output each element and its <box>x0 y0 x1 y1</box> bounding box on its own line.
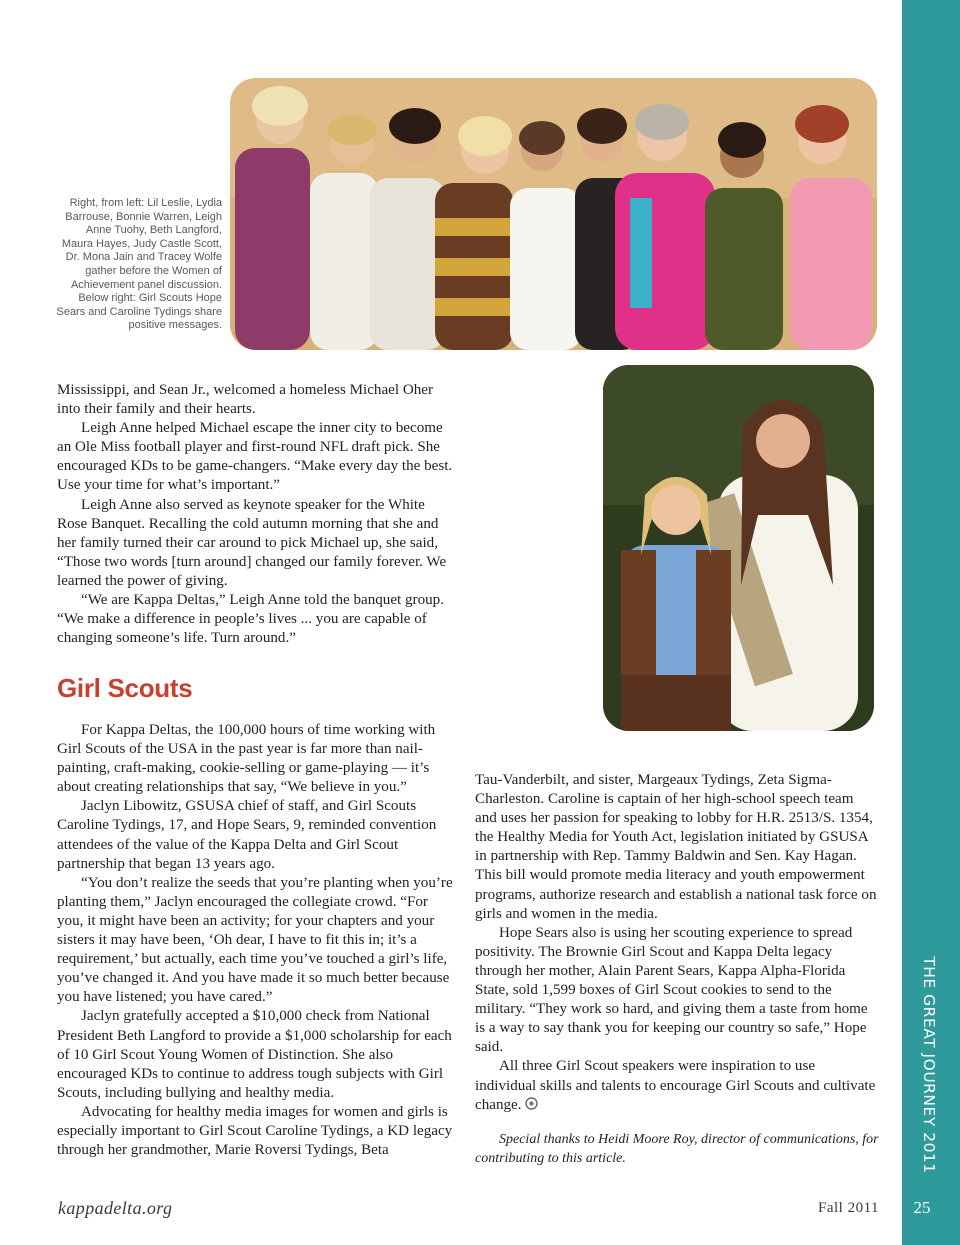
paragraph: “We are Kappa Deltas,” Leigh Anne told the banquet group. “We make a difference in people’s lives ... you are capable of changing someone’s life. Turn around.” <box>57 592 445 647</box>
page-number: 25 <box>913 1198 931 1217</box>
paragraph: Jaclyn gratefully accepted a $10,000 check from National President Beth Langford to provide a $1,000 scholarship for each of 10 Girl Scout Young Women of Distinction. She also encouraged KDs to continue to address tough subjects with Girl Scouts, including bullying and healthy media. <box>57 1008 452 1101</box>
paragraph: Mississippi, and Sean Jr., welcomed a homeless Michael Oher into their family and their hearts. <box>57 382 434 418</box>
column-1-bottom <box>57 721 457 1160</box>
column-1-top <box>57 381 457 648</box>
paragraph: Advocating for healthy media images for women and girls is especially important to Girl Scout Caroline Tydings, a KD legacy through her grandmother, Marie Roversi Tydings, Beta <box>57 1103 453 1159</box>
paragraph: Leigh Anne helped Michael escape the inner city to become an Ole Miss football player and first-round NFL draft pick. She encouraged KDs to be game-changers. “Make every day the best. Use your time for what’s important.” <box>57 420 453 494</box>
paragraph: Leigh Anne also served as keynote speaker for the White Rose Banquet. Recalling the cold autumn morning that she and her family turned their car around to pick Michael up, she said, “Those two words [turn around] changed our family forever. We learned the power of giving. <box>57 496 447 589</box>
thanks-note <box>475 1130 885 1168</box>
paragraph: Tau-Vanderbilt, and sister, Margeaux Tydings, Zeta Sigma-Charleston. Caroline is captain of her high-school speech team and uses her passion for speaking to lobby for H.R. 2513/S. 1354, the Healthy Media for Youth Act, legislation initiated by GSUSA in partnership with Rep. Tammy Baldwin and Sen. Kay Hagan. This bill would promote media literacy and youth empowerment programs, authorize research and establish a national task force on girls and women in the media. <box>475 772 877 922</box>
paragraph-final <box>475 1057 877 1114</box>
footer-site: kappadelta.org <box>58 1198 173 1218</box>
paragraph-text: All three Girl Scout speakers were inspiration to use individual skills and talents to encourage Girl Scouts and cultivate change. <box>475 1058 876 1113</box>
group-photo <box>230 78 877 350</box>
paragraph: For Kappa Deltas, the 100,000 hours of time working with Girl Scouts of the USA in the past year is far more than nail-painting, craft-making, cookie-selling or game-playing — it’s about creating relationships that say, “We believe in you.” <box>57 722 436 796</box>
sidebar-title: THE GREAT JOURNEY 2011 <box>920 956 938 1174</box>
column-2 <box>475 771 877 1115</box>
end-mark-icon <box>525 1097 538 1110</box>
section-heading: Girl Scouts <box>57 673 193 703</box>
photo-caption: Right, from left: Lil Leslie, Lydia Barrouse, Bonnie Warren, Leigh Anne Tuohy, Beth Langford, Maura Hayes, Judy Castle Scott, Dr. Mona Jain and Tracey Wolfe gather before the Women of Achievement panel discussion. Below right: Girl Scouts Hope Sears and Caroline Tydings share positive messages. <box>56 197 222 332</box>
thanks-text: Special thanks to Heidi Moore Roy, director of communications, for contributing to this article. <box>475 1132 879 1166</box>
paragraph: “You don’t realize the seeds that you’re planting when you’re planting them,” Jaclyn encouraged the collegiate crowd. “For you, it might have been an activity; for your chapters and your sisters it may have been, ‘Oh dear, I have to fit this in; it’s a requirement,’ but actually, each time you’ve touched a girl’s life, you’ve changed it. And you have made it so much better because you have listened; you have cared.” <box>57 874 453 1006</box>
girl-scouts-photo <box>603 365 874 731</box>
paragraph: Jaclyn Libowitz, GSUSA chief of staff, and Girl Scouts Caroline Tydings, 17, and Hope Sears, 9, reminded convention attendees of the value of the Kappa Delta and Girl Scout partnership that began 13 years ago. <box>57 798 437 872</box>
footer-issue: Fall 2011 <box>818 1200 880 1216</box>
paragraph: Hope Sears also is using her scouting experience to spread positivity. The Brownie Girl Scout and Kappa Delta legacy through her mother, Alain Parent Sears, Kappa Alpha-Florida State, sold 1,599 boxes of Girl Scout cookies to send to the military. “They work so hard, and giving them a taste from home is a way to say thank you for keeping our country so safe,” Hope said. <box>475 924 868 1056</box>
